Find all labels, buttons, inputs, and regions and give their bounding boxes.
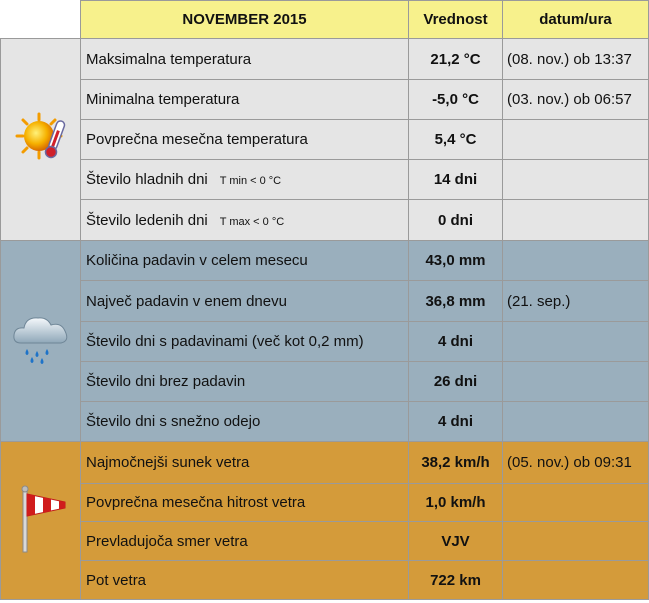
header-row <box>1 1 649 39</box>
rain-days-label: Število dni s padavinami (več kot 0,2 mm) <box>81 322 409 362</box>
table-row <box>1 442 649 484</box>
snow-cover-days-value: 4 dni <box>409 402 503 442</box>
prevailing-wind-direction-value: VJV <box>409 522 503 561</box>
sun-thermometer-icon <box>13 110 69 166</box>
table-row <box>1 522 649 561</box>
strongest-gust-date: (05. nov.) ob 09:31 <box>503 442 649 484</box>
max-daily-precipitation-label: Največ padavin v enem dnevu <box>81 281 409 322</box>
max-temperature-date: (08. nov.) ob 13:37 <box>503 39 649 80</box>
windsock-icon <box>11 484 71 554</box>
dry-days-value: 26 dni <box>409 362 503 402</box>
prevailing-wind-direction-label: Prevladujoča smer vetra <box>81 522 409 561</box>
rain-days-value: 4 dni <box>409 322 503 362</box>
max-temperature-label: Maksimalna temperatura <box>81 39 409 80</box>
table-row <box>1 160 649 200</box>
table-row <box>1 561 649 600</box>
max-daily-precipitation-value: 36,8 mm <box>409 281 503 322</box>
avg-temperature-date <box>503 120 649 160</box>
table-row <box>1 362 649 402</box>
rain-cloud-icon <box>11 311 71 367</box>
wind-run-date <box>503 561 649 600</box>
cold-days-note: T min < 0 °C <box>219 175 282 187</box>
table-row <box>1 281 649 322</box>
avg-wind-speed-label: Povprečna mesečna hitrost vetra <box>81 484 409 522</box>
avg-wind-speed-value: 1,0 km/h <box>409 484 503 522</box>
min-temperature-label: Minimalna temperatura <box>81 80 409 120</box>
max-daily-precipitation-date: (21. sep.) <box>503 281 649 322</box>
temperature-icon-cell <box>1 39 81 241</box>
total-precipitation-value: 43,0 mm <box>409 241 503 281</box>
cold-days-value: 14 dni <box>409 160 503 200</box>
strongest-gust-value: 38,2 km/h <box>409 442 503 484</box>
cold-days-label: Število hladnih dni <box>86 171 208 188</box>
total-precipitation-date <box>503 241 649 281</box>
wind-run-value: 722 km <box>409 561 503 600</box>
ice-days-date <box>503 200 649 241</box>
table-row <box>1 80 649 120</box>
wind-run-label: Pot vetra <box>81 561 409 600</box>
min-temperature-date: (03. nov.) ob 06:57 <box>503 80 649 120</box>
precipitation-icon-cell <box>1 241 81 442</box>
dry-days-date <box>503 362 649 402</box>
dry-days-label: Število dni brez padavin <box>81 362 409 402</box>
min-temperature-value: -5,0 °C <box>409 80 503 120</box>
table-row <box>1 402 649 442</box>
header-blank-cell <box>1 1 81 39</box>
table-row <box>1 322 649 362</box>
avg-wind-speed-date <box>503 484 649 522</box>
cold-days-date <box>503 160 649 200</box>
cold-days-label-cell <box>81 160 409 200</box>
table-row <box>1 484 649 522</box>
table-row <box>1 200 649 241</box>
ice-days-label-cell <box>81 200 409 241</box>
table-row <box>1 120 649 160</box>
total-precipitation-label: Količina padavin v celem mesecu <box>81 241 409 281</box>
header-title: NOVEMBER 2015 <box>81 1 409 39</box>
snow-cover-days-date <box>503 402 649 442</box>
rain-days-date <box>503 322 649 362</box>
table-row <box>1 241 649 281</box>
ice-days-label: Število ledenih dni <box>86 211 208 229</box>
avg-temperature-label: Povprečna mesečna temperatura <box>81 120 409 160</box>
ice-days-note: T max < 0 °C <box>219 215 285 228</box>
table-row <box>1 39 649 80</box>
avg-temperature-value: 5,4 °C <box>409 120 503 160</box>
snow-cover-days-label: Število dni s snežno odejo <box>81 402 409 442</box>
header-value-column: Vrednost <box>409 1 503 39</box>
wind-icon-cell <box>1 442 81 600</box>
prevailing-wind-direction-date <box>503 522 649 561</box>
header-date-column: datum/ura <box>503 1 649 39</box>
max-temperature-value: 21,2 °C <box>409 39 503 80</box>
strongest-gust-label: Najmočnejši sunek vetra <box>81 442 409 484</box>
ice-days-value: 0 dni <box>409 200 503 241</box>
